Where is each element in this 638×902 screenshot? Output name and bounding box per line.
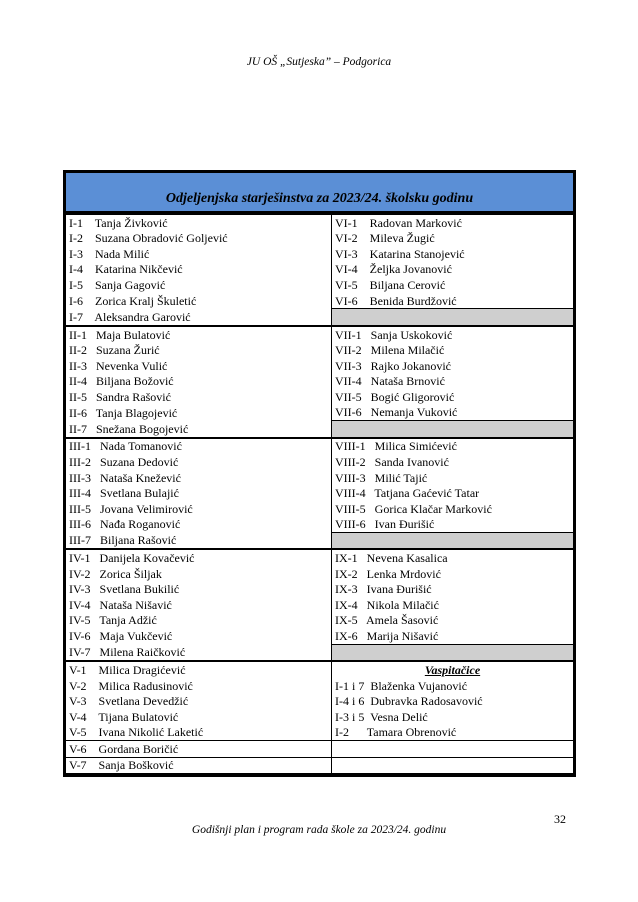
- left-cell: II-6 Tanja Blagojević: [66, 405, 332, 421]
- right-cell: VIII-5 Gorica Klačar Marković: [335, 501, 492, 516]
- table-row: [66, 741, 573, 758]
- right-cell: IX-3 Ivana Đurišić: [335, 582, 432, 597]
- left-cell: V-1 Milica Dragićević: [66, 661, 332, 678]
- table-row: [66, 405, 573, 421]
- right-cell: VIII-3 Milić Tajić: [335, 470, 428, 485]
- table-row: [66, 231, 573, 247]
- left-cell: V-6 Gordana Boričić: [66, 741, 332, 758]
- left-cell: III-2 Suzana Dedović: [66, 454, 332, 470]
- left-cell: IV-7 Milena Raičković: [66, 644, 332, 661]
- left-cell: III-3 Nataša Knežević: [66, 470, 332, 486]
- left-cell: V-2 Milica Radusinović: [66, 678, 332, 694]
- left-cell: V-7 Sanja Bošković: [66, 757, 332, 774]
- table-row: [66, 309, 573, 326]
- left-cell: II-1 Maja Bulatović: [66, 326, 332, 343]
- left-cell: I-1 Tanja Živković: [66, 214, 332, 231]
- table-row: [66, 373, 573, 389]
- right-cell: VI-4 Željka Jovanović: [335, 262, 452, 277]
- right-cell: [332, 532, 574, 549]
- left-cell: II-3 Nevenka Vulić: [66, 358, 332, 374]
- table-row: [66, 725, 573, 741]
- right-cell: VI-2 Mileva Žugić: [335, 231, 435, 246]
- table-row: [66, 470, 573, 486]
- table-row: [66, 693, 573, 709]
- table-row: [66, 566, 573, 582]
- right-cell: VIII-6 Ivan Đurišić: [335, 517, 435, 532]
- table-row: [66, 454, 573, 470]
- right-cell: VII-2 Milena Milačić: [335, 343, 445, 358]
- table-row: [66, 389, 573, 405]
- left-cell: IV-2 Zorica Šiljak: [66, 566, 332, 582]
- right-cell: Vaspitačice: [332, 661, 574, 678]
- right-cell: VIII-2 Sanda Ivanović: [335, 454, 449, 469]
- table-row: [66, 421, 573, 438]
- right-cell: VII-1 Sanja Uskoković: [332, 326, 574, 343]
- table-row: [66, 597, 573, 613]
- table-row: [66, 358, 573, 374]
- page-number: 32: [554, 812, 566, 826]
- right-cell: VI-6 Benida Burdžović: [335, 293, 457, 308]
- page-footer: Godišnji plan i program rada škole za 2023/24. godinu: [191, 824, 447, 836]
- right-cell: I-4 i 6 Dubravka Radosavović: [335, 694, 483, 709]
- right-cell: I-3 i 5 Vesna Delić: [335, 709, 428, 724]
- right-cell: IX-1 Nevena Kasalica: [332, 549, 574, 566]
- left-cell: V-4 Tijana Bulatović: [66, 709, 332, 725]
- left-cell: III-5 Jovana Velimirović: [66, 501, 332, 517]
- table-row: [66, 532, 573, 549]
- table-row: [66, 246, 573, 262]
- left-cell: V-3 Svetlana Devedžić: [66, 693, 332, 709]
- left-cell: III-1 Nada Tomanović: [66, 438, 332, 455]
- left-cell: II-4 Biljana Božović: [66, 373, 332, 389]
- homeroom-table: [63, 170, 576, 777]
- right-cell: VI-5 Biljana Cerović: [335, 277, 446, 292]
- left-cell: III-6 Nađa Roganović: [66, 516, 332, 532]
- right-cell: IX-4 Nikola Milačić: [335, 597, 439, 612]
- left-cell: I-3 Nada Milić: [66, 246, 332, 262]
- right-cell: VII-4 Nataša Brnović: [335, 374, 445, 389]
- table-row: [66, 214, 573, 231]
- right-cell: [332, 757, 574, 774]
- right-cell: VI-3 Katarina Stanojević: [335, 246, 465, 261]
- table-row: [66, 516, 573, 532]
- left-cell: IV-1 Danijela Kovačević: [66, 549, 332, 566]
- left-cell: II-5 Sandra Rašović: [66, 389, 332, 405]
- table-row: [66, 628, 573, 644]
- table-row: [66, 709, 573, 725]
- right-cell: IX-2 Lenka Mrdović: [335, 566, 441, 581]
- left-cell: II-2 Suzana Žurić: [66, 342, 332, 358]
- table-row: [66, 342, 573, 358]
- left-cell: I-6 Zorica Kralj Škuletić: [66, 293, 332, 309]
- table-row: [66, 293, 573, 309]
- table-row: [66, 549, 573, 566]
- table-row: [66, 262, 573, 278]
- right-cell: VIII-1 Milica Simićević: [332, 438, 574, 455]
- left-cell: II-7 Snežana Bogojević: [66, 421, 332, 438]
- table-row: [66, 438, 573, 455]
- left-cell: IV-6 Maja Vukčević: [66, 628, 332, 644]
- table-row: [66, 757, 573, 774]
- right-cell: VI-1 Radovan Marković: [332, 214, 574, 231]
- right-cell: VIII-4 Tatjana Gaćević Tatar: [335, 486, 480, 501]
- left-cell: III-7 Biljana Rašović: [66, 532, 332, 549]
- right-cell: [332, 309, 574, 326]
- table-row: [66, 613, 573, 629]
- left-cell: I-2 Suzana Obradović Goljević: [66, 231, 332, 247]
- homeroom-grid: [66, 213, 573, 774]
- right-cell: IX-5 Amela Šasović: [335, 613, 439, 628]
- right-cell: [332, 421, 574, 438]
- right-cell: [332, 644, 574, 661]
- left-cell: V-5 Ivana Nikolić Laketić: [66, 725, 332, 741]
- table-title: Odjeljenjska starješinstva za 2023/24. školsku godinu: [66, 173, 573, 213]
- page-header: JU OŠ „Sutjeska” – Podgorica: [246, 56, 392, 68]
- table-row: [66, 678, 573, 694]
- left-cell: III-4 Svetlana Bulajić: [66, 485, 332, 501]
- right-cell: VII-5 Bogić Gligorović: [335, 389, 455, 404]
- left-cell: I-7 Aleksandra Garović: [66, 309, 332, 326]
- table-row: [66, 644, 573, 661]
- left-cell: IV-3 Svetlana Bukilić: [66, 582, 332, 598]
- left-cell: I-4 Katarina Nikčević: [66, 262, 332, 278]
- right-cell: IX-6 Marija Nišavić: [335, 628, 439, 643]
- left-cell: IV-4 Nataša Nišavić: [66, 597, 332, 613]
- right-cell: VII-3 Rajko Jokanović: [335, 358, 451, 373]
- left-cell: IV-5 Tanja Adžić: [66, 613, 332, 629]
- table-row: [66, 277, 573, 293]
- table-row: [66, 326, 573, 343]
- table-row: [66, 661, 573, 678]
- right-cell: I-1 i 7 Blaženka Vujanović: [335, 678, 468, 693]
- table-row: [66, 501, 573, 517]
- left-cell: I-5 Sanja Gagović: [66, 277, 332, 293]
- table-row: [66, 485, 573, 501]
- right-cell: I-2 Tamara Obrenović: [332, 725, 574, 741]
- table-row: [66, 582, 573, 598]
- right-cell: [332, 741, 574, 758]
- right-cell: VII-6 Nemanja Vuković: [335, 405, 458, 420]
